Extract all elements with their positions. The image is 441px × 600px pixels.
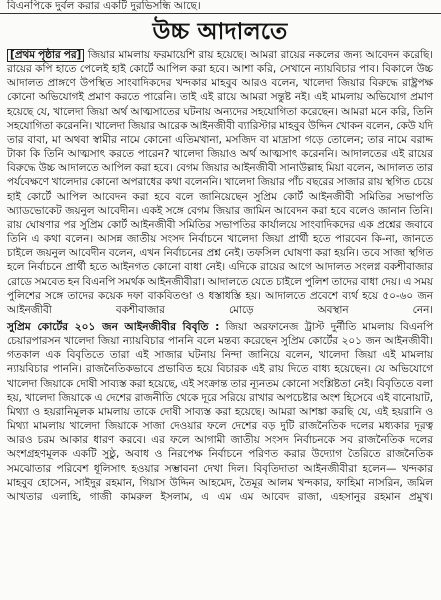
paragraph-1-text: জিয়ার মামলায় ফরমায়েশি রায় হয়েছে। আমরা রায়ের নকলের জন্য আবেদন করেছি। রায়ের কপি হাতে পেলেই হাই কোর্টে আপিল করা হবে। আশা করি, সেখানে ন্যায়বিচার পাব। বিকালে উচ্চ আদালত প্রাঙ্গণে উপস্থিত সাংবাদিকদের খন্দকার মাহবুব আরও বলেন, খালেদা জিয়ার বিরুদ্ধে রাষ্ট্রপক্ষ কোনো অভিযোগই প্রমাণ করতে পারেনি। তাই এই রায়ে আমরা সন্তুষ্ট নই। এই মামলায় অভিযোগ প্রমাণ হয়েছে যে, খালেদা জিয়া অর্থ আত্মসাতের ঘটনায় অন্যদের সহযোগিতা করেছেন। আমরা মনে করি, তিনি সহযোগিতা করেননি। খালেদা জিয়ার আরেক আইনজীবী ব্যারিস্টার মাহবুব উদ্দিন খোকন বলেন, কেউ যদি তার বাবা, মা অথবা স্বামীর নামে কোনো এতিমখানা, মসজিদ বা মাদ্রাসা গড়ে তোলেন; তার নামে বরাদ্দ টাকা কি তিনি আত্মসাৎ করতে পারেন? খালেদা জিয়াও অর্থ আত্মসাৎ করেননি। আদালতের এই রায়ের বিরুদ্ধে উচ্চ আদালতে আপিল করা হবে। বেগম জিয়ার আইনজীবী সানাউল্লাহ মিয়া বলেন, আদালত তার পর্যবেক্ষণে খালেদার কোনো অপরাধের কথা বলেননি। খালেদা জিয়ার পাঁচ বছরের সাজার রায় স্থগিত চেয়ে হাই কোর্টে আপিল আবেদন করা হবে বলে জানিয়েছেন সুপ্রিম কোর্ট আইনজীবী সমিতির সভাপতি অ্যাডভোকেট জয়নুল আবেদীন। একই সঙ্গে বেগম জিয়ার জামিন আবেদন করা হবে বলেও জানান তিনি। রায় ঘোষণার পর সুপ্রিম কোর্ট আইনজীবী সমিতির সভাপতির কার্যালয়ে সাংবাদিকদের এক প্রশ্নের জবাবে তিনি এ কথা বলেন। আসন্ন জাতীয় সংসদ নির্বাচনে খালেদা জিয়া প্রার্থী হতে পারবেন কি-না, জানতে চাইলে জয়নুল আবেদীন বলেন, এখন নির্বাচনের প্রশ্ন নেই। তফসিল ঘোষণা করা হয়নি। তবে সাজা স্থগিত হলে নির্বাচনে প্রার্থী হতে আইনগত কোনো বাধা নেই। এদিকে রায়ের আগে আদালত সংলগ্ন বকশীবাজার রোডে সমবেত হন বিএনপি সমর্থক আইনজীবীরা। আদালতে যেতে চাইলে পুলিশ তাদের বাধা দেয়। এ সময় পুলিশের সঙ্গে তাদের কয়েক দফা বাকবিতণ্ডা ও ধস্তাধস্তি হয়। আদালতে প্রবেশে ব্যর্থ হয়ে ৫০-৬০ জন আইনজীবী বকশীবাজার মোড়ে অবস্থান নেন।: [7, 49, 433, 316]
paragraph-2: [7, 320, 433, 504]
subheading-lawyers-statement: সুপ্রিম কোর্টের ২০১ জন আইনজীবীর বিবৃতি :: [7, 320, 220, 333]
headline: উচ্চ আদালতে: [152, 19, 288, 45]
continuation-label: [প্রথম পৃষ্ঠার পর]: [7, 49, 84, 62]
paragraph-2-text: জিয়া অরফানেজ ট্রাস্ট দুর্নীতি মামলায় বিএনপি চেয়ারপারসন খালেদা জিয়া ন্যায়বিচার পাননি বলে মন্তব্য করেছেন সুপ্রিম কোর্টের ২০১ জন আইনজীবী। গতকাল এক বিবৃতিতে তারা এই সাজার ঘটনায় নিন্দা জানিয়ে বলেন, খালেদা জিয়া এই মামলায় ন্যায়বিচার পাননি। রাজনৈতিকভাবে প্রভাবিত হয়ে বিচারক এই রায় দিতে বাধ্য হয়েছেন। যে অভিযোগে খালেদা জিয়াকে দোষী সাব্যস্ত করা হয়েছে, এই সংক্রান্ত তার ন্যূনতম কোনো সংশ্লিষ্টতা নেই। বিবৃতিতে বলা হয়, খালেদা জিয়াকে এ দেশের রাজনীতি থেকে দূরে সরিয়ে রাখার অপচেষ্টার অংশ হিসেবে এই বানোয়াট, মিথ্যা ও হয়রানিমূলক মামলায় তাকে দোষী সাব্যস্ত করা হয়েছে। আমরা আশঙ্কা করছি যে, এই হয়রানি ও মিথ্যা মামলায় খালেদা জিয়াকে সাজা দেওয়ার ফলে দেশের বড় দুটি রাজনৈতিক দলের মধ্যকার দূরত্ব আরও চরম আকার ধারণ করবে। এর ফলে আগামী জাতীয় সংসদ নির্বাচনকে সব রাজনৈতিক দলের অংশগ্রহণমূলক একটি সুষ্ঠু, অবাধ ও নিরপেক্ষ নির্বাচনে পরিণত করার উদ্যোগ তৈরিতে রাজনৈতিক সমঝোতার পরিবেশ ধূলিসাৎ হওয়ার সম্ভাবনা দেখা দিল। বিবৃতিদাতা আইনজীবীরা হলেন— খন্দকার মাহবুব হোসেন, সাইদুর রহমান, গিয়াস উদ্দিন আহমেদ, তৈমূর আলম খন্দকার, ফাহিমা নাসরিন, জমিল আখতার এলাহি, গাজী কামরুল ইসলাম, এ এম এম আবেদ রাজা, এহসানুর রহমান প্রমুখ।: [7, 320, 434, 503]
paragraph-1: [7, 48, 433, 317]
previous-article-fragment: বিএনপিকে দুর্বল করার একটি দুরভিসন্ধি আছে।: [0, 0, 441, 14]
article-body: [7, 48, 433, 504]
